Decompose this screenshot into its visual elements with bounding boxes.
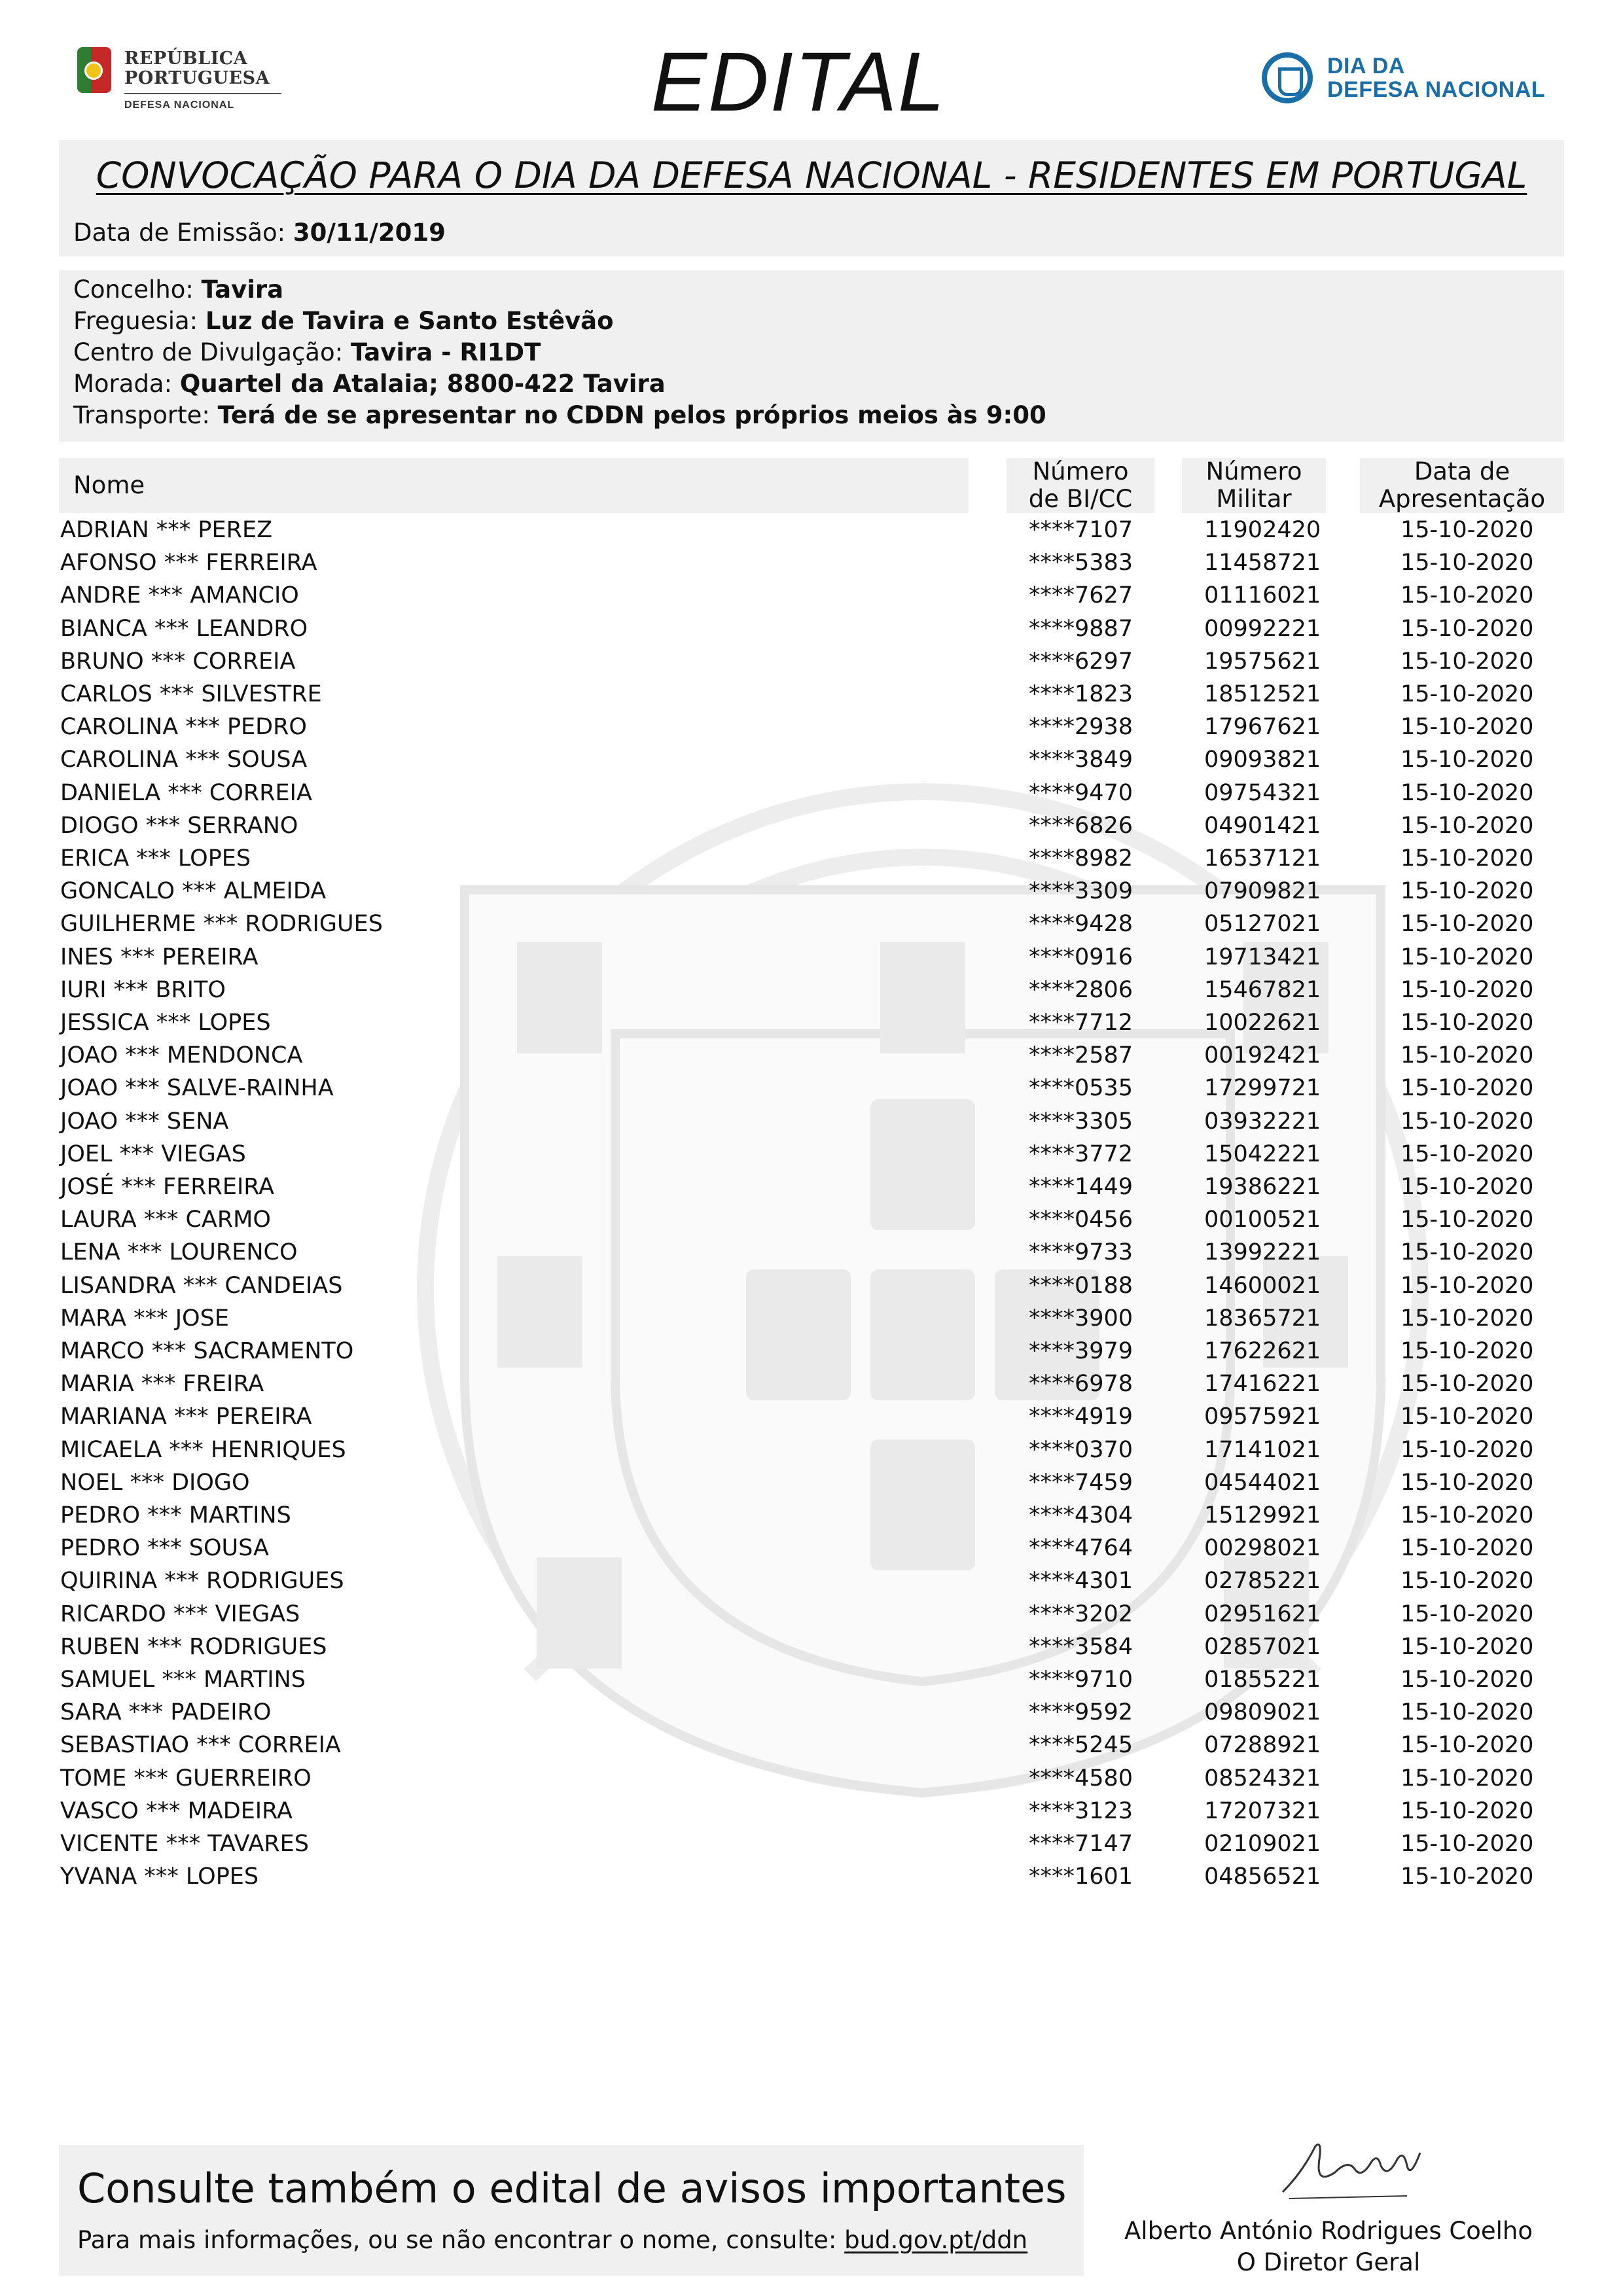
cell-name: DANIELA *** CORREIA [60, 779, 312, 806]
cell-militar: 05127021 [1204, 911, 1321, 938]
cell-militar: 01855221 [1204, 1667, 1321, 1693]
table-row [0, 1764, 1623, 1797]
column-header-militar-line2: Militar [1216, 485, 1292, 513]
cell-bi: ****7712 [1029, 1010, 1133, 1036]
cell-name: CARLOS *** SILVESTRE [60, 681, 322, 707]
cell-name: ANDRE *** AMANCIO [60, 582, 299, 609]
cell-name: PEDRO *** SOUSA [60, 1535, 269, 1562]
cell-bi: ****2938 [1029, 714, 1133, 741]
cell-militar: 13992221 [1204, 1239, 1321, 1266]
cell-militar: 17207321 [1204, 1797, 1321, 1824]
info-panel [59, 270, 1564, 442]
centro-value: Tavira - RI1DT [350, 338, 541, 366]
cell-bi: ****4919 [1029, 1404, 1133, 1430]
cell-bi: ****0456 [1029, 1207, 1133, 1233]
cell-militar: 17416221 [1204, 1371, 1321, 1398]
cell-bi: ****3123 [1029, 1797, 1133, 1824]
cell-militar: 09754321 [1204, 779, 1321, 806]
cell-militar: 18512521 [1204, 681, 1321, 707]
logo-line-1: REPÚBLICA [124, 48, 248, 69]
cell-date: 15-10-2020 [1400, 1863, 1534, 1890]
cell-militar: 11458721 [1204, 550, 1321, 576]
cell-date: 15-10-2020 [1400, 1469, 1534, 1496]
cell-date: 15-10-2020 [1400, 1797, 1534, 1824]
transporte-value: Terá de se apresentar no CDDN pelos próprios meios às 9:00 [217, 401, 1046, 429]
table-row [0, 1534, 1623, 1566]
ddn-logo-line-2: DEFESA NACIONAL [1327, 77, 1546, 102]
table-row [0, 1829, 1623, 1862]
cell-date: 15-10-2020 [1400, 1699, 1534, 1726]
table-row [0, 1436, 1623, 1468]
cell-name: INES *** PEREIRA [60, 944, 259, 970]
column-header-bi-line1: Número [1032, 457, 1129, 486]
column-header-date [1360, 458, 1564, 513]
cell-militar: 04901421 [1204, 812, 1321, 839]
logo-line-2: PORTUGUESA [124, 68, 270, 88]
cell-bi: ****3305 [1029, 1108, 1133, 1135]
cell-name: SARA *** PADEIRO [60, 1699, 272, 1726]
cell-name: VASCO *** MADEIRA [60, 1797, 293, 1824]
cell-date: 15-10-2020 [1400, 845, 1534, 872]
cell-date: 15-10-2020 [1400, 517, 1534, 543]
table-row [0, 1074, 1623, 1106]
cell-militar: 17622621 [1204, 1338, 1321, 1364]
table-row [0, 844, 1623, 877]
cell-name: CAROLINA *** PEDRO [60, 714, 307, 741]
cell-name: AFONSO *** FERREIRA [60, 550, 317, 576]
cell-name: RUBEN *** RODRIGUES [60, 1633, 327, 1660]
table-row [0, 1501, 1623, 1534]
cell-name: JOSÉ *** FERREIRA [60, 1174, 275, 1200]
cell-date: 15-10-2020 [1400, 1108, 1534, 1135]
table-row [0, 877, 1623, 910]
table-row [0, 1468, 1623, 1501]
cell-militar: 08524321 [1204, 1765, 1321, 1792]
table-row [0, 1665, 1623, 1698]
cell-name: YVANA *** LOPES [60, 1863, 259, 1890]
cell-militar: 02109021 [1204, 1831, 1321, 1857]
table-row [0, 1566, 1623, 1599]
table-row [0, 943, 1623, 976]
cell-bi: ****3849 [1029, 747, 1133, 773]
cell-bi: ****9592 [1029, 1699, 1133, 1726]
cell-bi: ****4580 [1029, 1765, 1133, 1792]
cell-militar: 09575921 [1204, 1404, 1321, 1430]
cell-militar: 19575621 [1204, 648, 1321, 675]
cell-militar: 00298021 [1204, 1535, 1321, 1562]
freguesia-value: Luz de Tavira e Santo Estêvão [205, 307, 614, 335]
cell-militar: 04544021 [1204, 1469, 1321, 1496]
footer-notice: Consulte também o edital de avisos importantes [77, 2164, 1067, 2212]
dia-da-defesa-nacional-logo [1262, 50, 1556, 115]
cell-militar: 00100521 [1204, 1207, 1321, 1233]
cell-militar: 17141021 [1204, 1436, 1321, 1463]
emission-value: 30/11/2019 [293, 219, 446, 247]
cell-militar: 15042221 [1204, 1140, 1321, 1167]
cell-bi: ****9887 [1029, 615, 1133, 642]
table-row [0, 1041, 1623, 1074]
title-panel [59, 140, 1564, 256]
cell-name: SEBASTIAO *** CORREIA [60, 1732, 341, 1759]
cell-name: LISANDRA *** CANDEIAS [60, 1272, 343, 1299]
cell-militar: 10022621 [1204, 1010, 1321, 1036]
cell-name: PEDRO *** MARTINS [60, 1502, 291, 1528]
cell-militar: 15467821 [1204, 976, 1321, 1003]
footer-link[interactable]: bud.gov.pt/ddn [844, 2226, 1028, 2254]
cell-name: SAMUEL *** MARTINS [60, 1667, 306, 1693]
cell-bi: ****3309 [1029, 878, 1133, 905]
cell-militar: 16537121 [1204, 845, 1321, 872]
cell-date: 15-10-2020 [1400, 1667, 1534, 1693]
cell-name: MICAELA *** HENRIQUES [60, 1436, 346, 1463]
column-header-bi [1007, 458, 1154, 513]
cell-bi: ****5245 [1029, 1732, 1133, 1759]
table-row [0, 1633, 1623, 1665]
cell-militar: 01116021 [1204, 582, 1321, 609]
cell-name: LENA *** LOURENCO [60, 1239, 298, 1266]
cell-militar: 03932221 [1204, 1108, 1321, 1135]
info-transporte [73, 401, 1046, 429]
cell-date: 15-10-2020 [1400, 1075, 1534, 1102]
cell-bi: ****7107 [1029, 517, 1133, 543]
cell-militar: 04856521 [1204, 1863, 1321, 1890]
cell-date: 15-10-2020 [1400, 1239, 1534, 1266]
cell-militar: 02951621 [1204, 1600, 1321, 1627]
cell-militar: 17299721 [1204, 1075, 1321, 1102]
cell-bi: ****5383 [1029, 550, 1133, 576]
table-row [0, 680, 1623, 713]
column-header-militar [1182, 458, 1326, 513]
cell-militar: 11902420 [1204, 517, 1321, 543]
cell-militar: 17967621 [1204, 714, 1321, 741]
cell-bi: ****7627 [1029, 582, 1133, 609]
table-row [0, 1402, 1623, 1435]
cell-date: 15-10-2020 [1400, 1436, 1534, 1463]
cell-date: 15-10-2020 [1400, 1831, 1534, 1857]
cell-militar: 02785221 [1204, 1568, 1321, 1595]
info-freguesia [73, 307, 614, 335]
cell-name: VICENTE *** TAVARES [60, 1831, 309, 1857]
cell-date: 15-10-2020 [1400, 1140, 1534, 1167]
centro-label: Centro de Divulgação: [73, 338, 344, 366]
cell-bi: ****2806 [1029, 976, 1133, 1003]
cell-date: 15-10-2020 [1400, 1371, 1534, 1398]
cell-date: 15-10-2020 [1400, 1272, 1534, 1299]
cell-bi: ****4301 [1029, 1568, 1133, 1595]
document-subtitle: CONVOCAÇÃO PARA O DIA DA DEFESA NACIONAL - RESIDENTES EM PORTUGAL [96, 154, 1527, 196]
cell-militar: 19386221 [1204, 1174, 1321, 1200]
table-row [0, 1205, 1623, 1238]
cell-bi: ****3979 [1029, 1338, 1133, 1364]
cell-bi: ****0535 [1029, 1075, 1133, 1102]
cell-name: ERICA *** LOPES [60, 845, 251, 872]
ddn-emblem-icon [1262, 52, 1313, 103]
column-header-date-line2: Apresentação [1378, 485, 1546, 513]
cell-bi: ****6978 [1029, 1371, 1133, 1398]
cell-date: 15-10-2020 [1400, 582, 1534, 609]
cell-name: LAURA *** CARMO [60, 1207, 271, 1233]
cell-date: 15-10-2020 [1400, 681, 1534, 707]
cell-date: 15-10-2020 [1400, 1765, 1534, 1792]
cell-militar: 09809021 [1204, 1699, 1321, 1726]
column-header-bi-line2: de BI/CC [1028, 485, 1133, 513]
transporte-label: Transporte: [73, 401, 210, 429]
cell-name: JESSICA *** LOPES [60, 1010, 271, 1036]
info-concelho [73, 275, 283, 304]
cell-bi: ****0188 [1029, 1272, 1133, 1299]
cell-name: NOEL *** DIOGO [60, 1469, 250, 1496]
cell-date: 15-10-2020 [1400, 944, 1534, 970]
cell-date: 15-10-2020 [1400, 976, 1534, 1003]
cell-date: 15-10-2020 [1400, 812, 1534, 839]
cell-date: 15-10-2020 [1400, 714, 1534, 741]
cell-bi: ****2587 [1029, 1042, 1133, 1069]
cell-name: DIOGO *** SERRANO [60, 812, 298, 839]
table-row [0, 1238, 1623, 1271]
cell-bi: ****0370 [1029, 1436, 1133, 1463]
signer-role: O Diretor Geral [1236, 2248, 1421, 2276]
column-header-name [59, 458, 969, 513]
cell-bi: ****9733 [1029, 1239, 1133, 1266]
cell-date: 15-10-2020 [1400, 648, 1534, 675]
freguesia-label: Freguesia: [73, 307, 198, 335]
cell-militar: 07909821 [1204, 878, 1321, 905]
cell-name: MARCO *** SACRAMENTO [60, 1338, 354, 1364]
cell-bi: ****3900 [1029, 1305, 1133, 1332]
cell-bi: ****6297 [1029, 648, 1133, 675]
table-row [0, 1369, 1623, 1402]
cell-bi: ****3202 [1029, 1600, 1133, 1627]
cell-militar: 09093821 [1204, 747, 1321, 773]
cell-militar: 14600021 [1204, 1272, 1321, 1299]
emission-label: Data de Emissão: [73, 219, 286, 247]
cell-name: GUILHERME *** RODRIGUES [60, 911, 383, 938]
cell-date: 15-10-2020 [1400, 1174, 1534, 1200]
cell-date: 15-10-2020 [1400, 1633, 1534, 1660]
cell-name: MARA *** JOSE [60, 1305, 229, 1332]
cell-date: 15-10-2020 [1400, 1600, 1534, 1627]
concelho-label: Concelho: [73, 275, 194, 304]
table-row [0, 811, 1623, 844]
cell-bi: ****4764 [1029, 1535, 1133, 1562]
footer-notice-box [59, 2145, 1084, 2276]
footer-info-text: Para mais informações, ou se não encontrar o nome, consulte: [77, 2226, 837, 2254]
table-row [0, 1271, 1623, 1304]
table-row [0, 1107, 1623, 1140]
cell-date: 15-10-2020 [1400, 615, 1534, 642]
table-row [0, 1698, 1623, 1731]
cell-name: GONCALO *** ALMEIDA [60, 878, 327, 905]
cell-name: CAROLINA *** SOUSA [60, 747, 308, 773]
cell-militar: 18365721 [1204, 1305, 1321, 1332]
cell-bi: ****7459 [1029, 1469, 1133, 1496]
info-morada [73, 370, 666, 398]
cell-name: RICARDO *** VIEGAS [60, 1600, 300, 1627]
cell-bi: ****7147 [1029, 1831, 1133, 1857]
cell-bi: ****9428 [1029, 911, 1133, 938]
logo-line-3: DEFESA NACIONAL [124, 99, 235, 111]
cell-bi: ****6826 [1029, 812, 1133, 839]
cell-date: 15-10-2020 [1400, 1305, 1534, 1332]
ddn-logo-line-1: DIA DA [1327, 54, 1405, 79]
cell-militar: 07288921 [1204, 1732, 1321, 1759]
cell-bi: ****8982 [1029, 845, 1133, 872]
cell-date: 15-10-2020 [1400, 1732, 1534, 1759]
table-row [0, 1862, 1623, 1895]
table-row [0, 1600, 1623, 1633]
cell-name: JOAO *** SENA [60, 1108, 229, 1135]
cell-name: IURI *** BRITO [60, 976, 226, 1003]
cell-date: 15-10-2020 [1400, 779, 1534, 806]
cell-bi: ****1601 [1029, 1863, 1133, 1890]
table-row [0, 1797, 1623, 1829]
footer-info [77, 2226, 1027, 2254]
cell-date: 15-10-2020 [1400, 1502, 1534, 1528]
cell-militar: 02857021 [1204, 1633, 1321, 1660]
table-row [0, 1008, 1623, 1041]
cell-date: 15-10-2020 [1400, 1535, 1534, 1562]
table-row [0, 1337, 1623, 1369]
cell-name: BIANCA *** LEANDRO [60, 615, 308, 642]
table-row [0, 779, 1623, 811]
cell-bi: ****9470 [1029, 779, 1133, 806]
table-row [0, 548, 1623, 581]
info-centro [73, 338, 541, 366]
cell-date: 15-10-2020 [1400, 550, 1534, 576]
cell-date: 15-10-2020 [1400, 1010, 1534, 1036]
cell-name: JOAO *** MENDONCA [60, 1042, 303, 1069]
table-row [0, 713, 1623, 745]
director-signature [1276, 2133, 1427, 2205]
cell-date: 15-10-2020 [1400, 878, 1534, 905]
cell-bi: ****1823 [1029, 681, 1133, 707]
cell-bi: ****9710 [1029, 1667, 1133, 1693]
cell-bi: ****0916 [1029, 944, 1133, 970]
cell-date: 15-10-2020 [1400, 1207, 1534, 1233]
table-row [0, 910, 1623, 942]
table-row [0, 745, 1623, 778]
table-row [0, 516, 1623, 548]
table-row [0, 581, 1623, 614]
cell-bi: ****4304 [1029, 1502, 1133, 1528]
column-header-name-label: Nome [73, 471, 145, 499]
table-row [0, 976, 1623, 1008]
cell-bi: ****3772 [1029, 1140, 1133, 1167]
table-row [0, 614, 1623, 647]
table-row [0, 1304, 1623, 1337]
document-title: EDITAL [651, 35, 946, 129]
table-row [0, 1731, 1623, 1763]
cell-militar: 19713421 [1204, 944, 1321, 970]
morada-value: Quartel da Atalaia; 8800-422 Tavira [179, 370, 666, 398]
cell-name: JOEL *** VIEGAS [60, 1140, 246, 1167]
cell-name: TOME *** GUERREIRO [60, 1765, 312, 1792]
table-row [0, 1140, 1623, 1173]
table-row [0, 1173, 1623, 1205]
cell-name: MARIANA *** PEREIRA [60, 1404, 312, 1430]
cell-name: JOAO *** SALVE-RAINHA [60, 1075, 334, 1102]
column-header-date-line1: Data de [1414, 457, 1510, 486]
cell-date: 15-10-2020 [1400, 1404, 1534, 1430]
cell-name: QUIRINA *** RODRIGUES [60, 1568, 344, 1595]
cell-name: MARIA *** FREIRA [60, 1371, 264, 1398]
table-row [0, 647, 1623, 680]
cell-name: BRUNO *** CORREIA [60, 648, 296, 675]
cell-date: 15-10-2020 [1400, 747, 1534, 773]
cell-name: ADRIAN *** PEREZ [60, 517, 273, 543]
cell-date: 15-10-2020 [1400, 1042, 1534, 1069]
cell-date: 15-10-2020 [1400, 911, 1534, 938]
column-header-militar-line1: Número [1205, 457, 1302, 486]
signer-name: Alberto António Rodrigues Coelho [1124, 2217, 1533, 2245]
cell-militar: 15129921 [1204, 1502, 1321, 1528]
cell-date: 15-10-2020 [1400, 1568, 1534, 1595]
cell-date: 15-10-2020 [1400, 1338, 1534, 1364]
cell-militar: 00992221 [1204, 615, 1321, 642]
emission-date [73, 219, 446, 247]
cell-bi: ****1449 [1029, 1174, 1133, 1200]
cell-militar: 00192421 [1204, 1042, 1321, 1069]
concelho-value: Tavira [201, 275, 284, 304]
morada-label: Morada: [73, 370, 173, 398]
cell-bi: ****3584 [1029, 1633, 1133, 1660]
